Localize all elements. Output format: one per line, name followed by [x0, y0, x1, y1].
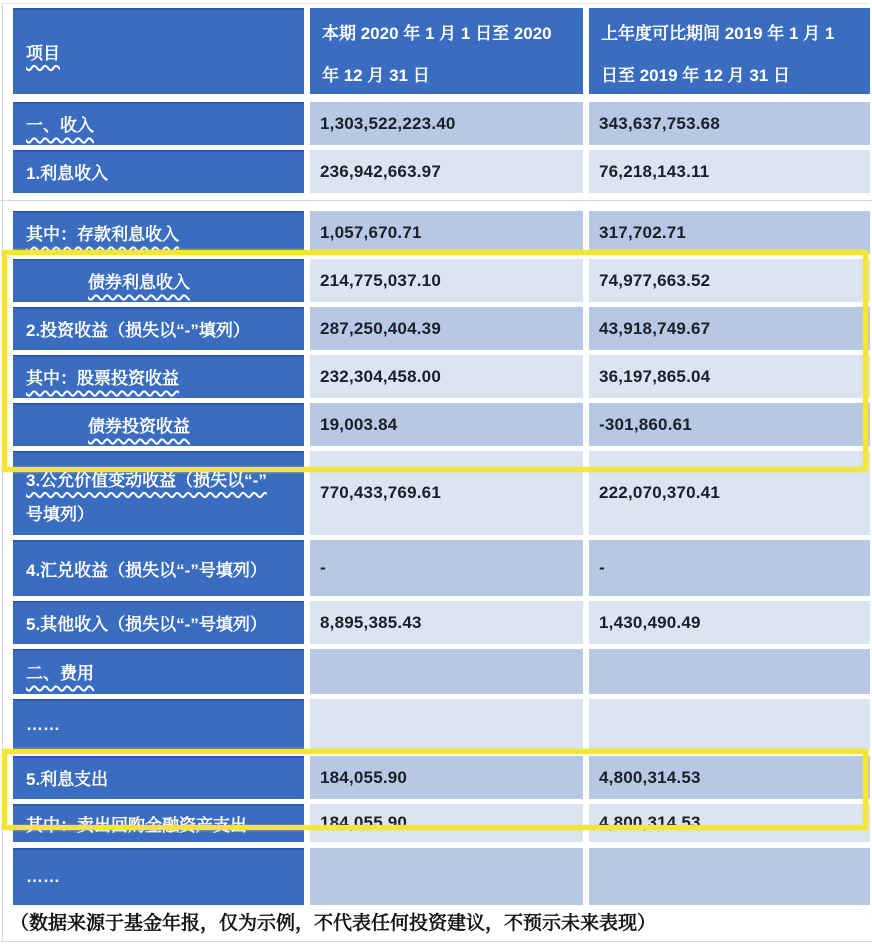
prior-period-value: 36,197,865.04 [589, 355, 870, 398]
table-row [13, 259, 870, 302]
row-label [13, 403, 304, 446]
prior-period-value: 343,637,753.68 [589, 102, 870, 145]
header-item-label: 项目 [26, 43, 60, 63]
row-label-text: 4.汇兑收益（损失以“-”号填列） [26, 560, 267, 580]
table-outer-border-bottom [0, 941, 872, 942]
current-period-value: - [310, 540, 583, 596]
income-statement-table [13, 8, 870, 905]
table-row [13, 848, 870, 905]
header-line: 日至 2019 年 12 月 31 日 [601, 66, 790, 85]
table-row [13, 150, 870, 193]
header-current-period-column [310, 8, 583, 94]
row-label [13, 211, 304, 254]
prior-period-value: 43,918,749.67 [589, 307, 870, 350]
row-label [13, 540, 304, 596]
table-row [13, 649, 870, 694]
table-row [13, 756, 870, 799]
row-label [13, 355, 304, 398]
row-label-text: 其中：股票投资收益 [26, 369, 179, 388]
header-line: 上年度可比期间 2019 年 1 月 1 [601, 24, 835, 43]
row-label-text: 一、收入 [26, 116, 94, 135]
prior-period-value: - [589, 540, 870, 596]
header-line: 年 12 月 31 日 [322, 66, 430, 85]
row-label-text: 1.利息收入 [26, 164, 109, 183]
data-source-note: （数据来源于基金年报，仅为示例，不代表任何投资建议，不预示未来表现） [10, 913, 657, 934]
row-label [13, 307, 304, 350]
row-label-text: …… [26, 866, 60, 886]
row-label-text: 其中：存款利息收入 [26, 225, 179, 244]
table-row [13, 699, 870, 751]
current-period-value: 8,895,385.43 [310, 601, 583, 644]
prior-period-value: 222,070,370.41 [589, 451, 870, 535]
prior-period-value [589, 848, 870, 905]
table-header-row [13, 8, 870, 94]
row-label-lines [26, 455, 267, 532]
current-period-value: 236,942,663.97 [310, 150, 583, 193]
current-period-value [310, 699, 583, 751]
table-row [13, 451, 870, 535]
current-period-value: 232,304,458.00 [310, 355, 583, 398]
prior-period-value [589, 649, 870, 694]
table-row [13, 307, 870, 350]
row-label-text: 5.其他收入（损失以“-”号填列） [26, 615, 267, 634]
row-label [13, 699, 304, 751]
row-label [13, 601, 304, 644]
current-period-value [310, 848, 583, 905]
header-line: 本期 2020 年 1 月 1 日至 2020 [322, 24, 552, 43]
prior-period-value: 4,800,314.53 [589, 804, 870, 842]
header-item-column [13, 8, 304, 94]
current-period-value: 1,057,670.71 [310, 211, 583, 254]
table-row [13, 804, 870, 842]
table-row [13, 211, 870, 254]
row-label [13, 102, 304, 145]
current-period-value: 214,775,037.10 [310, 259, 583, 302]
prior-period-value: 1,430,490.49 [589, 601, 870, 644]
row-label [13, 756, 304, 799]
current-period-value: 19,003.84 [310, 403, 583, 446]
row-label-text: …… [26, 715, 60, 734]
table-row [13, 102, 870, 145]
current-period-value: 770,433,769.61 [310, 451, 583, 535]
table-row [13, 403, 870, 446]
table-body [13, 102, 870, 905]
row-label-text: 5.利息支出 [26, 770, 109, 789]
current-period-value: 184,055.90 [310, 756, 583, 799]
row-label [13, 451, 304, 535]
row-label-text-line2: 号填列） [26, 504, 94, 524]
row-label-text: 二、费用 [26, 664, 94, 683]
row-label [13, 150, 304, 193]
current-period-value: 287,250,404.39 [310, 307, 583, 350]
prior-period-value: 76,218,143.11 [589, 150, 870, 193]
header-prior-period-column [589, 8, 870, 94]
row-label [13, 848, 304, 905]
prior-period-value: 74,977,663.52 [589, 259, 870, 302]
table-row [13, 540, 870, 596]
table-outer-border-left [2, 3, 3, 941]
prior-period-value: 4,800,314.53 [589, 756, 870, 799]
row-label-text: 3.公允价值变动收益（损失以“-” [26, 470, 267, 490]
row-label-text: 债券利息收入 [88, 273, 190, 292]
current-period-value: 1,303,522,223.40 [310, 102, 583, 145]
row-label [13, 259, 304, 302]
row-label-text: 2.投资收益（损失以“-”填列） [26, 321, 250, 340]
table-row [13, 355, 870, 398]
row-label [13, 804, 304, 842]
prior-period-value: -301,860.61 [589, 403, 870, 446]
current-period-value: 184,055.90 [310, 804, 583, 842]
current-period-value [310, 649, 583, 694]
prior-period-value: 317,702.71 [589, 211, 870, 254]
table-outer-border-top [2, 3, 870, 4]
row-label [13, 649, 304, 694]
row-label-text: 其中：卖出回购金融资产支出 [26, 815, 247, 835]
table-row [13, 601, 870, 644]
prior-period-value [589, 699, 870, 751]
row-label-text: 债券投资收益 [88, 417, 190, 436]
